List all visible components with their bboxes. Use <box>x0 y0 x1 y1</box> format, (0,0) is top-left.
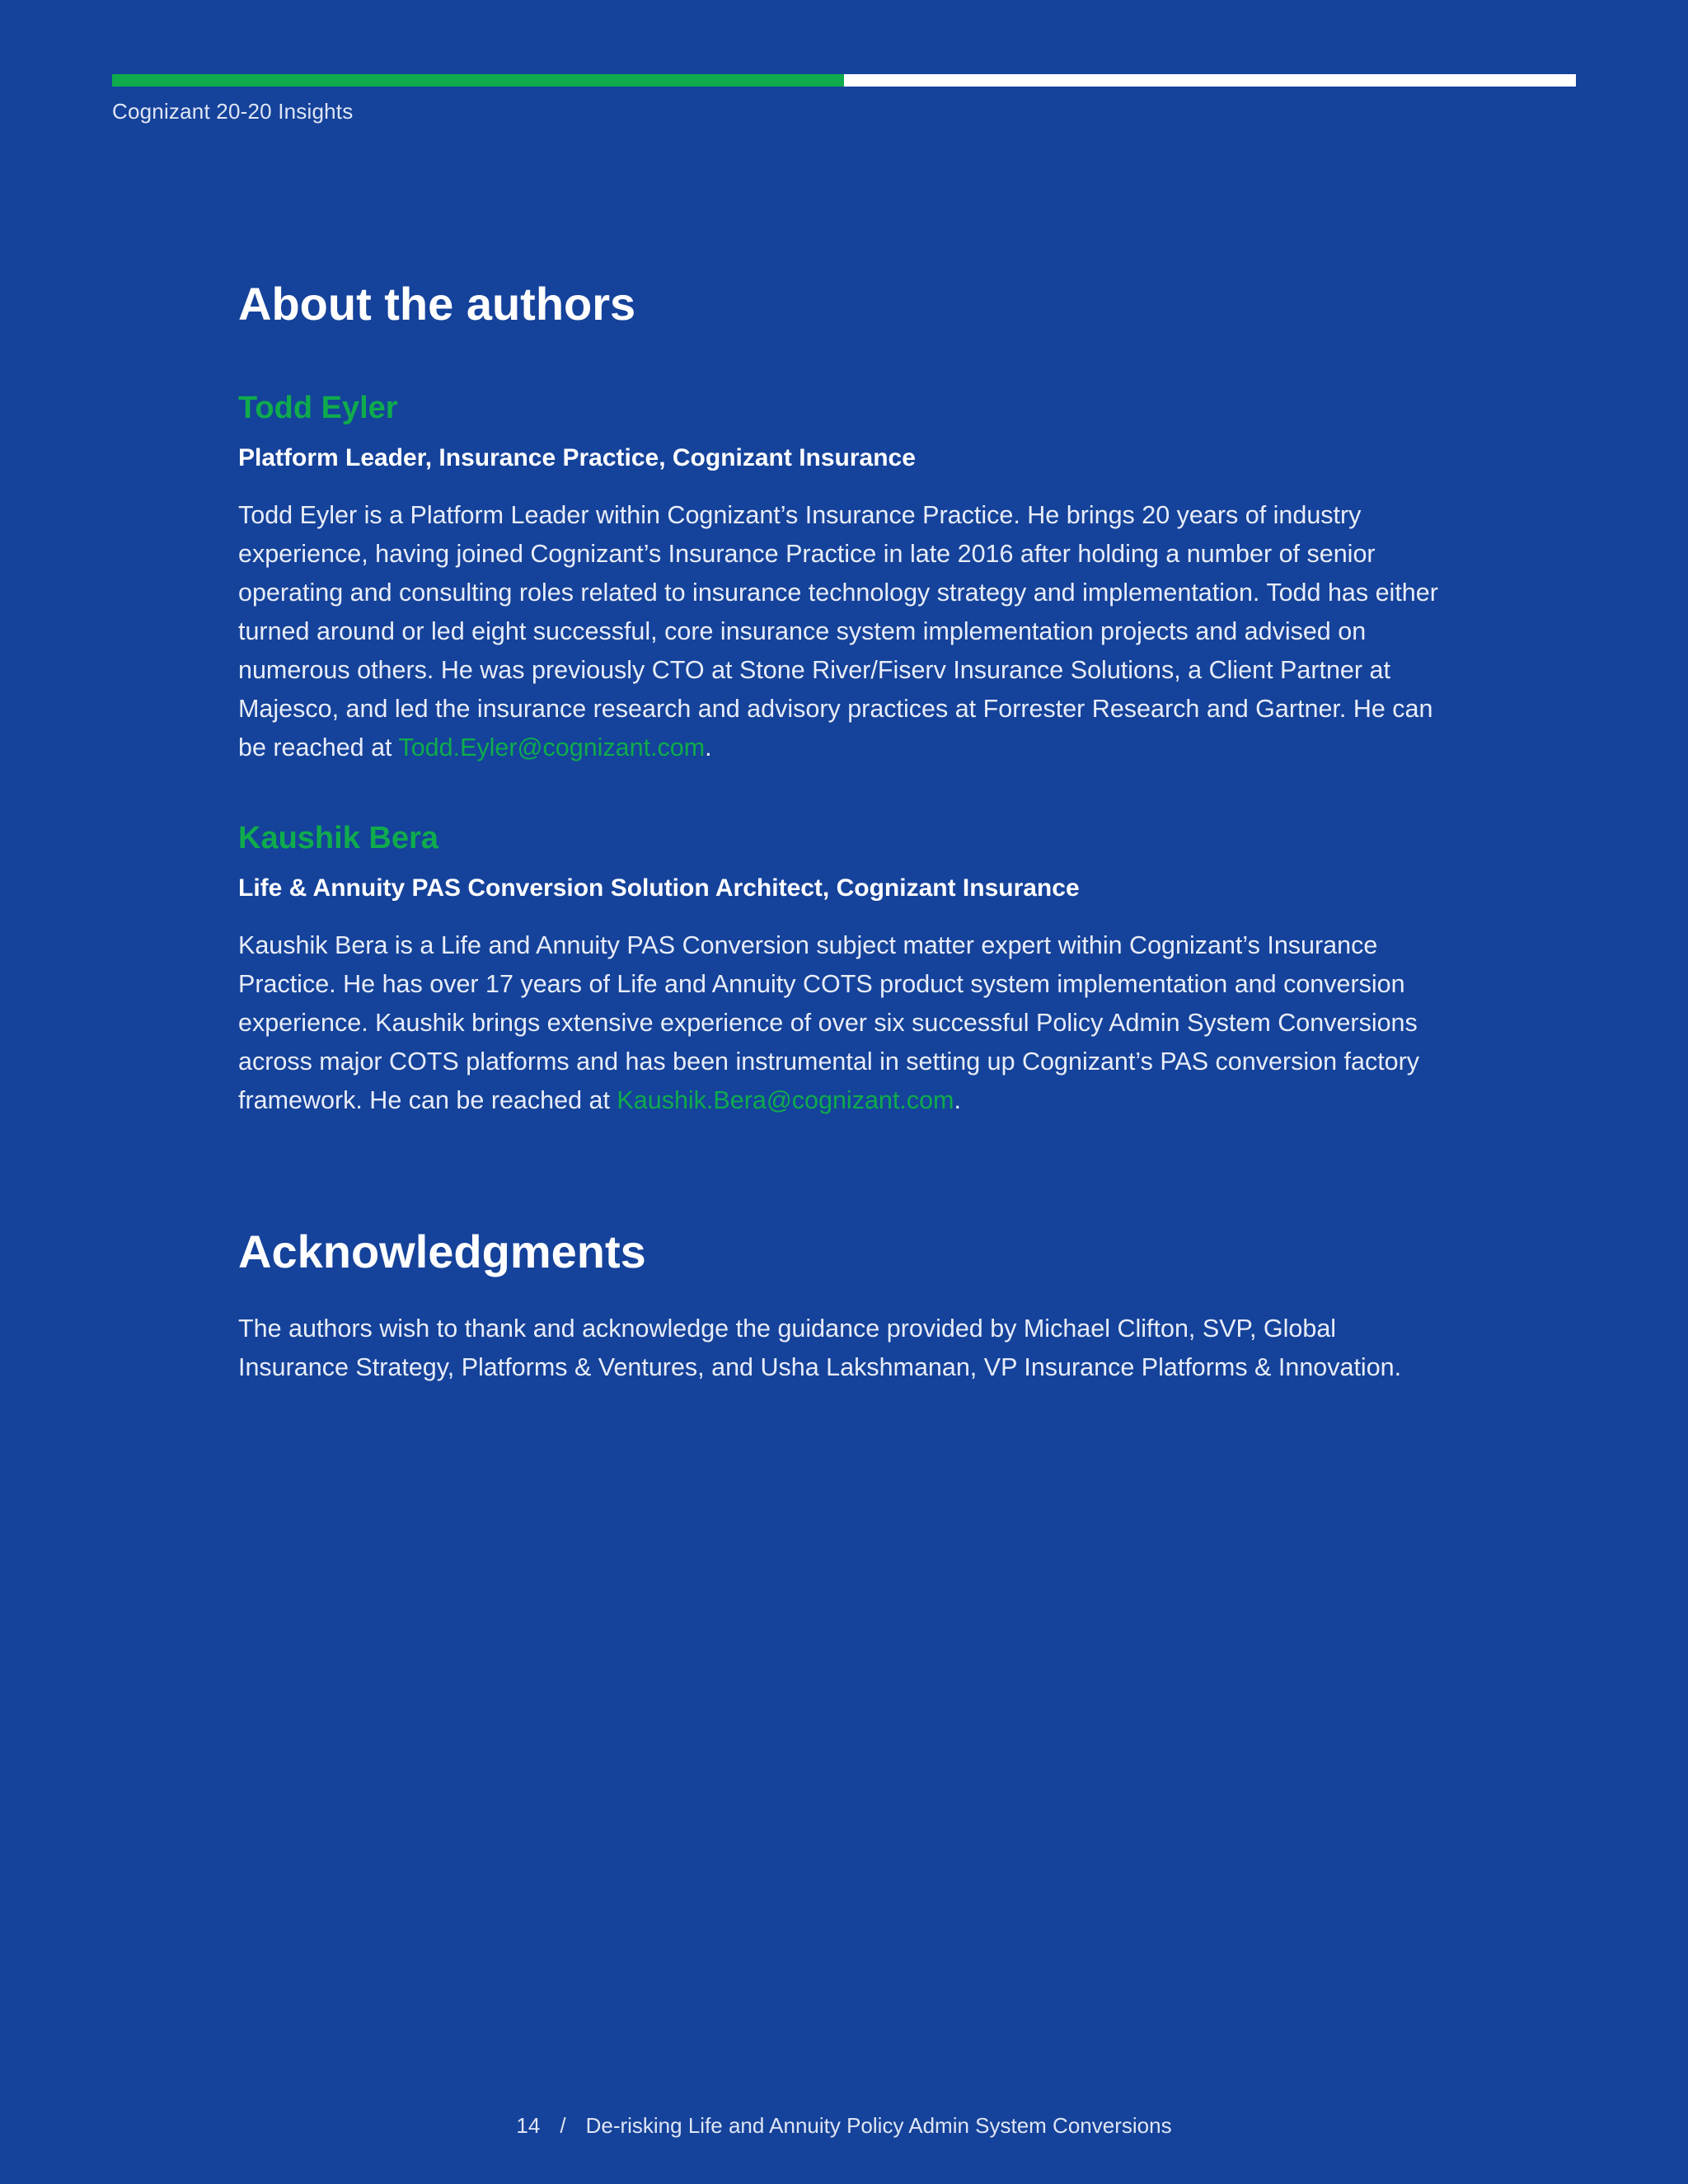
author-name-kaushik-bera: Kaushik Bera <box>238 821 438 855</box>
author-bio-todd-eyler <box>238 496 1450 767</box>
author-bio-kaushik-bera <box>238 926 1450 1120</box>
publication-label: Cognizant 20-20 Insights <box>112 99 354 124</box>
acknowledgments-text: The authors wish to thank and acknowledge the guidance provided by Michael Clifton, SVP, Global Insurance Strategy, Platforms & Ventures, and Usha Lakshmanan, VP Insurance Platforms & Innovation. <box>238 1315 1402 1381</box>
author-bio-text: Kaushik Bera is a Life and Annuity PAS Conversion subject matter expert within Cognizant’s Insurance Practice. He has over 17 years of Life and Annuity COTS product system implementation and conversion experience. Kaushik brings extensive experience of over six successful Policy Admin System Conversions across major COTS platforms and has been instrumental in setting up Cognizant’s PAS conversion factory framework. He can be reached at <box>238 931 1420 1114</box>
email-link-todd-eyler[interactable]: Todd.Eyler@cognizant.com <box>398 733 706 762</box>
header-rule-green <box>112 74 844 87</box>
author-name-todd-eyler: Todd Eyler <box>238 391 398 425</box>
header-rule <box>112 74 1576 87</box>
page-footer <box>0 2113 1688 2139</box>
page-number: 14 <box>516 2113 541 2138</box>
author-bio-text: Todd Eyler is a Platform Leader within Cognizant’s Insurance Practice. He brings 20 years of industry experience, having joined Cognizant’s Insurance Practice in late 2016 after holding a number of senior operating and consulting roles related to insurance technology strategy and implementation. Todd has either turned around or led eight successful, core insurance system implementation projects and advised on numerous others. He was previously CTO at Stone River/Fiserv Insurance Solutions, a Client Partner at Majesco, and led the insurance research and advisory practices at Forrester Research and Gartner. He can be reached at <box>238 501 1438 762</box>
email-link-kaushik-bera[interactable]: Kaushik.Bera@cognizant.com <box>617 1086 954 1114</box>
acknowledgments-heading: Acknowledgments <box>238 1226 646 1277</box>
author-bio-end: . <box>705 733 712 762</box>
about-authors-heading: About the authors <box>238 278 636 330</box>
footer-doc-title: De-risking Life and Annuity Policy Admin System Conversions <box>585 2113 1172 2138</box>
header-rule-white <box>844 74 1576 87</box>
footer-separator: / <box>560 2113 566 2138</box>
author-bio-end: . <box>954 1086 961 1114</box>
author-role-kaushik-bera: Life & Annuity PAS Conversion Solution Architect, Cognizant Insurance <box>238 874 1080 902</box>
author-role-todd-eyler: Platform Leader, Insurance Practice, Cognizant Insurance <box>238 444 916 471</box>
